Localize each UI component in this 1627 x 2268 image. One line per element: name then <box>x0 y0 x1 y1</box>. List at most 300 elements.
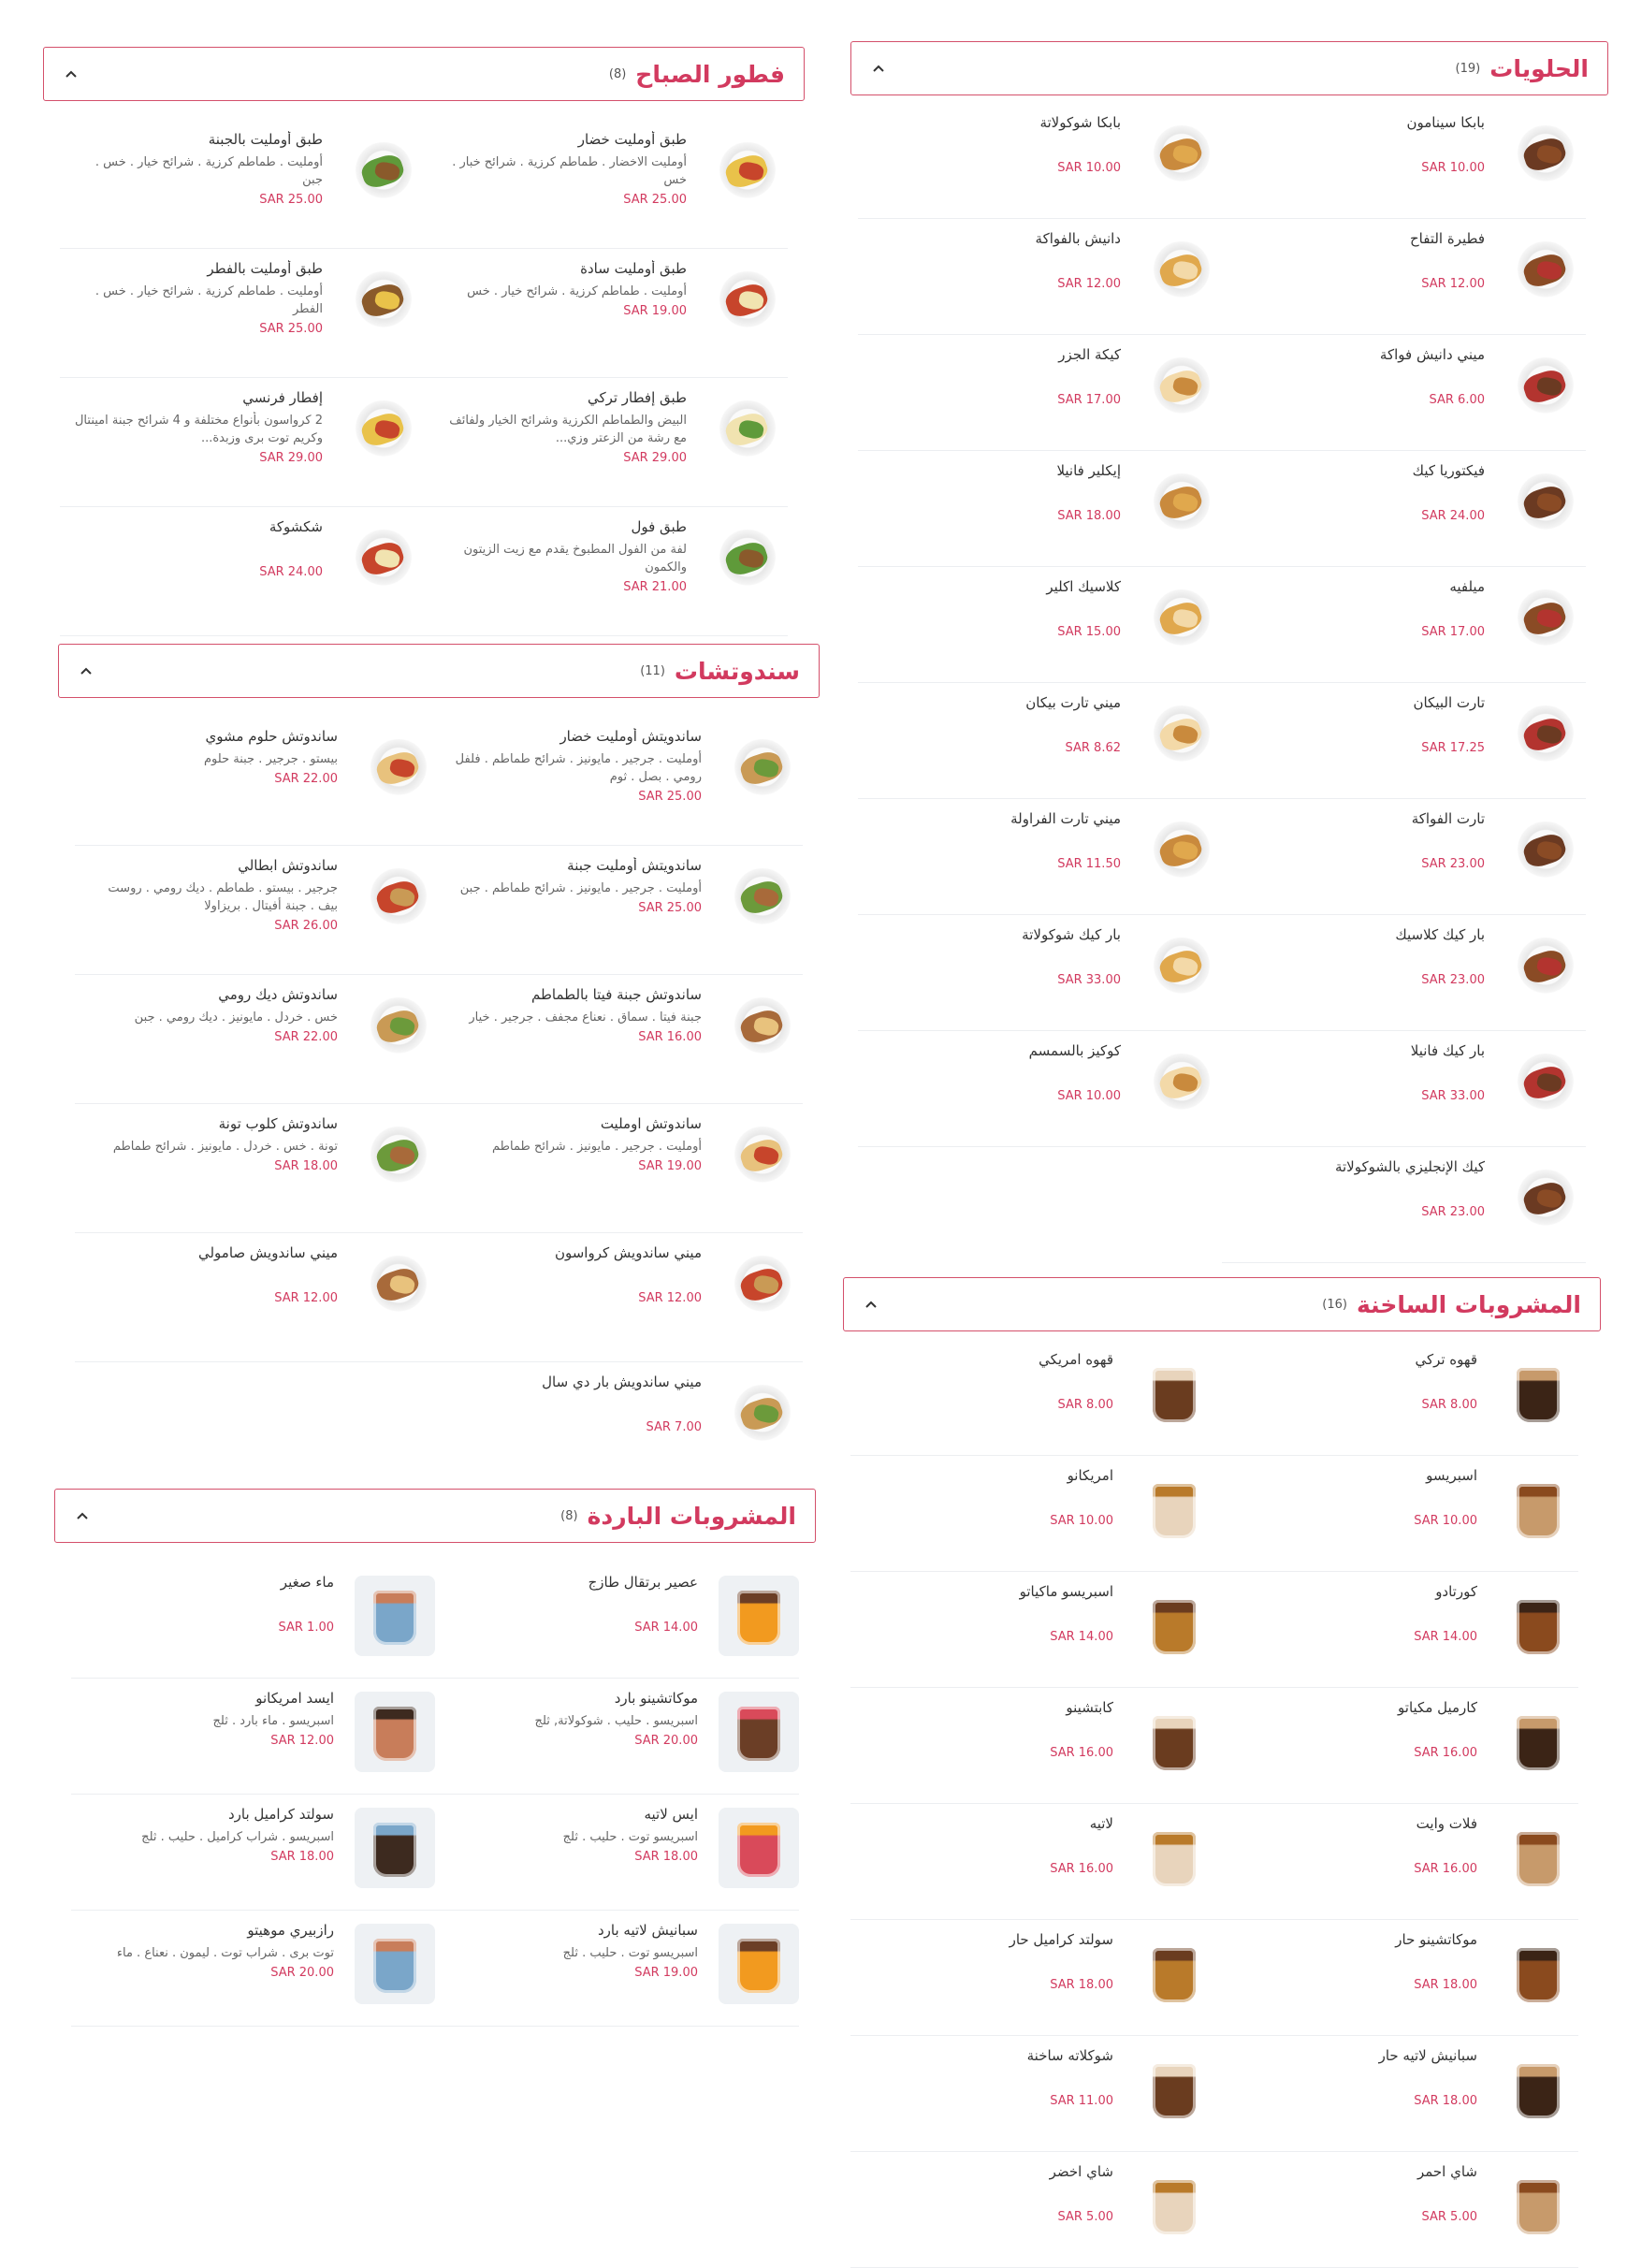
item-name: اسبريسو ماكياتو <box>1019 1583 1113 1600</box>
item-name: سولتد كراميل حار <box>1009 1931 1113 1948</box>
menu-item[interactable] <box>858 335 1222 451</box>
menu-item[interactable] <box>858 1031 1222 1147</box>
section-header-desserts[interactable] <box>850 41 1608 95</box>
item-image[interactable] <box>1505 812 1586 893</box>
menu-item[interactable] <box>439 1362 803 1491</box>
item-text <box>1214 1467 1477 1528</box>
item-image[interactable] <box>358 730 439 810</box>
item-text <box>1222 1042 1485 1103</box>
item-name: دانيش بالفواكة <box>1035 230 1121 247</box>
item-price: SAR 7.00 <box>646 1420 702 1434</box>
item-description: جرجير . بيستو . طماطم . ديك رومي . روست بيف . جبنة أفيتال . بريزاولا <box>108 881 338 913</box>
item-price: SAR 12.00 <box>270 1734 334 1748</box>
item-image[interactable] <box>1505 928 1586 1009</box>
section-count: (8) <box>560 1508 578 1523</box>
item-description: تونة . خس . خردل . مايونيز . شرائح طماطم <box>112 1140 338 1154</box>
food-image <box>347 400 420 462</box>
item-price: SAR 12.00 <box>1421 277 1485 291</box>
menu-item[interactable] <box>1222 335 1586 451</box>
item-name: سولتد كراميل بارد <box>228 1806 334 1823</box>
item-image[interactable] <box>358 1246 439 1327</box>
menu-item[interactable] <box>850 1572 1214 1688</box>
item-image[interactable] <box>1134 1933 1214 2014</box>
item-price: SAR 1.00 <box>278 1621 334 1635</box>
item-image[interactable] <box>1134 1469 1214 1549</box>
item-price: SAR 17.25 <box>1421 741 1485 755</box>
item-text <box>435 1922 698 1980</box>
food-image <box>711 271 784 333</box>
item-description: اسبريسو توت . حليب . ثلج <box>562 1946 698 1960</box>
item-name: كوكيز بالسمسم <box>1028 1042 1121 1059</box>
item-text <box>1222 230 1485 291</box>
food-image <box>1509 1054 1582 1115</box>
food-image <box>1509 938 1582 999</box>
drink-image <box>1147 1942 1201 2004</box>
item-image[interactable] <box>1134 2165 1214 2246</box>
menu-item[interactable] <box>435 1911 799 2027</box>
section-title: سندوتشات <box>674 657 800 685</box>
menu-item[interactable] <box>850 1340 1214 1456</box>
item-name: فطيرة التفاح <box>1409 230 1485 247</box>
item-price: SAR 25.00 <box>638 790 702 804</box>
menu-item[interactable] <box>850 1456 1214 1572</box>
item-name: ساندوتش اومليت <box>600 1115 702 1132</box>
item-name: امريكانو <box>1067 1467 1113 1484</box>
item-image[interactable] <box>1498 1817 1578 1897</box>
item-name: تارت البيكان <box>1413 694 1485 711</box>
item-text <box>850 1815 1113 1876</box>
item-price: SAR 10.00 <box>1414 1514 1477 1528</box>
item-price: SAR 5.00 <box>1421 2210 1477 2224</box>
item-name: ساندوتش جبنة فيتا بالطماطم <box>531 986 702 1003</box>
menu-item[interactable] <box>1214 1688 1578 1804</box>
menu-item[interactable] <box>60 378 424 507</box>
item-name: ساندوتش ديك رومي <box>218 986 338 1003</box>
item-price: SAR 33.00 <box>1421 1089 1485 1103</box>
item-price: SAR 25.00 <box>259 193 323 207</box>
item-name: اسبريسو <box>1426 1467 1477 1484</box>
drink-image <box>1147 1826 1201 1888</box>
menu-item[interactable] <box>60 507 424 636</box>
item-text <box>850 1931 1113 1992</box>
menu-item[interactable] <box>60 120 424 249</box>
item-price: SAR 18.00 <box>1050 1978 1113 1992</box>
item-description: خس . خردل . مايونيز . ديك رومي . جبن <box>134 1010 338 1025</box>
item-name: سبانيش لاتيه بارد <box>598 1922 698 1939</box>
item-price: SAR 26.00 <box>274 919 338 933</box>
item-price: SAR 15.00 <box>1057 625 1121 639</box>
item-price: SAR 24.00 <box>259 565 323 579</box>
item-name: ساندوتش ابطالي <box>238 857 338 874</box>
item-image[interactable] <box>355 1576 435 1656</box>
section-count: (19) <box>1455 61 1481 76</box>
drink-image <box>1511 1826 1565 1888</box>
item-name: ميني ساندويش صامولي <box>197 1244 338 1261</box>
item-name: ميني ساندويش بار دي سال <box>542 1374 702 1390</box>
menu-item[interactable] <box>424 507 788 636</box>
item-text <box>1222 1158 1485 1219</box>
section-count: (11) <box>640 663 665 678</box>
menu-item[interactable] <box>858 799 1222 915</box>
item-name: إيكلير فانيلا <box>1056 462 1121 479</box>
item-name: عصير برتقال طازج <box>588 1574 698 1591</box>
item-name: ميني تارت الفراولة <box>1010 810 1121 827</box>
item-image[interactable] <box>1141 464 1222 545</box>
item-image[interactable] <box>1505 580 1586 661</box>
drink-image <box>732 1817 786 1879</box>
item-description: توت برى . شراب توت . ليمون . نعناع . ماء <box>116 1946 334 1960</box>
item-image[interactable] <box>1498 1701 1578 1781</box>
item-text <box>435 1690 698 1748</box>
item-price: SAR 25.00 <box>259 322 323 336</box>
menu-item[interactable] <box>75 1104 439 1233</box>
item-price: SAR 14.00 <box>1414 1630 1477 1644</box>
item-text <box>850 1351 1113 1412</box>
item-name: شوكلاته ساخنة <box>1026 2047 1113 2064</box>
food-image <box>1509 705 1582 767</box>
section-count: (16) <box>1322 1297 1347 1312</box>
food-image <box>1145 938 1218 999</box>
item-text <box>858 114 1121 175</box>
item-price: SAR 18.00 <box>1057 509 1121 523</box>
item-text <box>858 578 1121 639</box>
item-image[interactable] <box>1505 116 1586 196</box>
menu-item[interactable] <box>858 567 1222 683</box>
menu-item[interactable] <box>75 717 439 846</box>
item-name: بابكا شوكولاتة <box>1039 114 1121 131</box>
menu-item[interactable] <box>1214 1340 1578 1456</box>
drink-image <box>732 1933 786 1995</box>
item-price: SAR 20.00 <box>270 1966 334 1980</box>
item-image[interactable] <box>707 391 788 472</box>
item-name: موكاتشينو بارد <box>614 1690 698 1707</box>
menu-item[interactable] <box>60 249 424 378</box>
item-name: بار كيك شوكولاتة <box>1022 926 1121 943</box>
item-name: ميني تارت بيكان <box>1025 694 1121 711</box>
item-price: SAR 23.00 <box>1421 973 1485 987</box>
menu-item[interactable] <box>1222 219 1586 335</box>
chevron-up-icon[interactable] <box>872 62 885 75</box>
item-image[interactable] <box>719 1576 799 1656</box>
item-name: بار كيك فانيلا <box>1410 1042 1485 1059</box>
item-image[interactable] <box>1498 1469 1578 1549</box>
item-image[interactable] <box>358 859 439 939</box>
menu-item[interactable] <box>75 1233 439 1362</box>
item-text <box>60 518 323 579</box>
item-name: شاي اخضر <box>1049 2163 1113 2180</box>
item-description: اسبريسو توت . حليب . ثلج <box>562 1830 698 1844</box>
menu-item[interactable] <box>1222 451 1586 567</box>
item-price: SAR 16.00 <box>638 1030 702 1044</box>
item-price: SAR 22.00 <box>274 772 338 786</box>
food-image <box>711 400 784 462</box>
item-description: جبنة فيتا . سماق . نعناع مجفف . جرجير . خيار <box>469 1010 702 1025</box>
item-text <box>1214 2047 1477 2108</box>
item-price: SAR 21.00 <box>623 580 687 594</box>
menu-item[interactable] <box>439 846 803 975</box>
food-image <box>726 1127 799 1188</box>
item-price: SAR 23.00 <box>1421 857 1485 871</box>
item-image[interactable] <box>722 1117 803 1198</box>
item-name: سبانيش لاتيه حار <box>1378 2047 1477 2064</box>
item-image[interactable] <box>343 133 424 213</box>
item-price: SAR 14.00 <box>1050 1630 1113 1644</box>
section-header-sandwiches[interactable] <box>58 644 820 698</box>
menu-item[interactable] <box>439 717 803 846</box>
item-image[interactable] <box>1134 1353 1214 1433</box>
item-name: شكشوكة <box>269 518 323 535</box>
item-price: SAR 18.00 <box>274 1159 338 1173</box>
item-name: شاي احمر <box>1416 2163 1477 2180</box>
item-price: SAR 8.62 <box>1065 741 1121 755</box>
menu-item[interactable] <box>435 1563 799 1679</box>
drink-image <box>1147 1710 1201 1772</box>
item-image[interactable] <box>719 1924 799 2004</box>
item-text <box>71 1806 334 1864</box>
drink-image <box>732 1701 786 1763</box>
item-image[interactable] <box>707 133 788 213</box>
item-image[interactable] <box>1134 1701 1214 1781</box>
food-image <box>362 868 435 930</box>
item-image[interactable] <box>1505 348 1586 429</box>
item-text <box>1222 810 1485 871</box>
item-price: SAR 11.50 <box>1057 857 1121 871</box>
food-image <box>362 997 435 1059</box>
desserts-list <box>858 103 1586 1263</box>
item-image[interactable] <box>355 1808 435 1888</box>
item-image[interactable] <box>722 988 803 1069</box>
item-image[interactable] <box>1498 2165 1578 2246</box>
item-image[interactable] <box>1498 1353 1578 1433</box>
menu-item[interactable] <box>424 120 788 249</box>
item-name: تارت الفواكة <box>1411 810 1485 827</box>
item-image[interactable] <box>1141 232 1222 313</box>
item-image[interactable] <box>1141 812 1222 893</box>
item-text <box>1222 114 1485 175</box>
item-name: كارميل مكياتو <box>1398 1699 1477 1716</box>
item-text <box>1214 1583 1477 1644</box>
menu-item[interactable] <box>75 846 439 975</box>
item-text <box>439 857 702 915</box>
item-text <box>424 518 687 594</box>
item-image[interactable] <box>722 1375 803 1456</box>
menu-item[interactable] <box>858 103 1222 219</box>
item-text <box>850 1467 1113 1528</box>
item-image[interactable] <box>1141 928 1222 1009</box>
drink-image <box>368 1585 422 1647</box>
item-image[interactable] <box>343 262 424 342</box>
item-image[interactable] <box>358 1117 439 1198</box>
item-image[interactable] <box>722 730 803 810</box>
item-price: SAR 24.00 <box>1421 509 1485 523</box>
item-image[interactable] <box>355 1692 435 1772</box>
item-price: SAR 6.00 <box>1429 393 1485 407</box>
menu-item[interactable] <box>75 975 439 1104</box>
item-image[interactable] <box>1134 1585 1214 1665</box>
drink-image <box>368 1933 422 1995</box>
chevron-up-icon[interactable] <box>65 67 78 80</box>
drink-image <box>1147 1594 1201 1656</box>
menu-item[interactable] <box>1214 2152 1578 2268</box>
item-image[interactable] <box>343 391 424 472</box>
menu-item[interactable] <box>1222 1147 1586 1263</box>
menu-item[interactable] <box>1222 103 1586 219</box>
item-image[interactable] <box>1498 1585 1578 1665</box>
menu-item[interactable] <box>1222 915 1586 1031</box>
item-image[interactable] <box>722 859 803 939</box>
item-description: بيستو . جرجير . جبنة حلوم <box>204 752 338 766</box>
section-cold-drinks <box>54 1489 816 1543</box>
item-text <box>424 260 687 318</box>
item-image[interactable] <box>719 1692 799 1772</box>
menu-item[interactable] <box>71 1795 435 1911</box>
item-image[interactable] <box>355 1924 435 2004</box>
item-image[interactable] <box>1141 580 1222 661</box>
menu-item[interactable] <box>1222 567 1586 683</box>
item-image[interactable] <box>1134 1817 1214 1897</box>
item-name: ايسد امريكانو <box>255 1690 334 1707</box>
section-header-breakfast[interactable] <box>43 47 805 101</box>
item-image[interactable] <box>722 1246 803 1327</box>
menu-item[interactable] <box>1214 1804 1578 1920</box>
menu-item[interactable] <box>850 1804 1214 1920</box>
item-text <box>71 1922 334 1980</box>
item-image[interactable] <box>1498 1933 1578 2014</box>
item-price: SAR 19.00 <box>638 1159 702 1173</box>
chevron-up-icon[interactable] <box>864 1298 878 1311</box>
menu-item[interactable] <box>1214 1920 1578 2036</box>
food-image <box>726 997 799 1059</box>
item-description: البيض والطماطم الكرزية وشرائح الخيار ولفائف مع رشة من الزعتر وزي... <box>449 414 687 445</box>
item-price: SAR 8.00 <box>1421 1398 1477 1412</box>
section-count: (8) <box>608 66 627 81</box>
item-name: كيكة الجزر <box>1058 346 1121 363</box>
food-image <box>347 271 420 333</box>
menu-item[interactable] <box>858 451 1222 567</box>
menu-item[interactable] <box>71 1911 435 2027</box>
food-image <box>1145 821 1218 883</box>
chevron-up-icon[interactable] <box>76 1509 89 1522</box>
item-text <box>1214 2163 1477 2224</box>
item-image[interactable] <box>719 1808 799 1888</box>
item-text <box>1222 462 1485 523</box>
item-image[interactable] <box>1141 1044 1222 1125</box>
menu-item[interactable] <box>850 2036 1214 2152</box>
menu-item[interactable] <box>1214 2036 1578 2152</box>
item-price: SAR 22.00 <box>274 1030 338 1044</box>
item-image[interactable] <box>1505 1044 1586 1125</box>
item-name: طبق فول <box>631 518 687 535</box>
item-price: SAR 29.00 <box>259 451 323 465</box>
item-name: طبق أومليت سادة <box>580 260 687 277</box>
drink-image <box>1147 1478 1201 1540</box>
item-price: SAR 16.00 <box>1050 1862 1113 1876</box>
menu-item[interactable] <box>435 1679 799 1795</box>
menu-item[interactable] <box>439 1104 803 1233</box>
item-image[interactable] <box>343 520 424 601</box>
section-header-cold-drinks[interactable] <box>54 1489 816 1543</box>
menu-item[interactable] <box>858 915 1222 1031</box>
menu-item[interactable] <box>850 1920 1214 2036</box>
menu-item[interactable] <box>1222 799 1586 915</box>
food-image <box>1145 473 1218 535</box>
food-image <box>711 530 784 591</box>
menu-item[interactable] <box>1222 1031 1586 1147</box>
item-image[interactable] <box>707 262 788 342</box>
item-image[interactable] <box>707 520 788 601</box>
item-image[interactable] <box>1141 696 1222 777</box>
menu-item[interactable] <box>71 1563 435 1679</box>
drink-image <box>1147 1362 1201 1424</box>
section-header-hot-drinks[interactable] <box>843 1277 1601 1331</box>
menu-item[interactable] <box>858 219 1222 335</box>
menu-item[interactable] <box>1222 683 1586 799</box>
menu-item[interactable] <box>71 1679 435 1795</box>
item-name: فلات وايت <box>1416 1815 1477 1832</box>
item-price: SAR 17.00 <box>1057 393 1121 407</box>
item-price: SAR 10.00 <box>1057 1089 1121 1103</box>
item-image[interactable] <box>1498 2049 1578 2130</box>
item-description: أومليت الاخضار . طماطم كرزية . شرائح خبار . خس <box>452 155 687 187</box>
menu-item[interactable] <box>858 683 1222 799</box>
item-image[interactable] <box>358 988 439 1069</box>
menu-item[interactable] <box>1214 1456 1578 1572</box>
food-image <box>1145 705 1218 767</box>
item-image[interactable] <box>1134 2049 1214 2130</box>
drink-image <box>1511 1362 1565 1424</box>
menu-item[interactable] <box>850 1688 1214 1804</box>
section-title: الحلويات <box>1489 54 1589 82</box>
item-text <box>858 1042 1121 1103</box>
item-text <box>850 2163 1113 2224</box>
item-image[interactable] <box>1505 1160 1586 1241</box>
item-name: ميلفيه <box>1449 578 1485 595</box>
item-image[interactable] <box>1505 232 1586 313</box>
item-image[interactable] <box>1141 348 1222 429</box>
item-text <box>858 230 1121 291</box>
menu-item[interactable] <box>424 378 788 507</box>
item-price: SAR 17.00 <box>1421 625 1485 639</box>
food-image <box>1509 125 1582 187</box>
item-name: كلاسيك اكلير <box>1046 578 1121 595</box>
item-text <box>435 1806 698 1864</box>
menu-item[interactable] <box>1214 1572 1578 1688</box>
item-description: اسبريسو . ماء بارد . ثلج <box>212 1714 334 1728</box>
item-name: كابتشينو <box>1066 1699 1113 1716</box>
food-image <box>1145 125 1218 187</box>
item-text <box>1222 578 1485 639</box>
item-text <box>424 131 687 207</box>
item-description: أومليت . جرجير . مايونيز . شرائح طماطم . فلفل رومي . بصل . ثوم <box>455 752 702 784</box>
section-sandwiches <box>58 644 820 698</box>
item-image[interactable] <box>1505 696 1586 777</box>
item-description: 2 كرواسون بأنواع مختلفة و 4 شرائح جبنة امينتال وكريم توت برى وزبدة... <box>74 414 323 445</box>
menu-item[interactable] <box>850 2152 1214 2268</box>
item-name: طبق أومليت بالفطر <box>207 260 323 277</box>
item-price: SAR 5.00 <box>1057 2210 1113 2224</box>
item-image[interactable] <box>1505 464 1586 545</box>
item-name: ساندوتش كلوب تونة <box>218 1115 338 1132</box>
menu-item[interactable] <box>439 1233 803 1362</box>
item-price: SAR 10.00 <box>1050 1514 1113 1528</box>
chevron-up-icon[interactable] <box>80 664 93 677</box>
item-text <box>439 1115 702 1173</box>
menu-item[interactable] <box>435 1795 799 1911</box>
menu-item[interactable] <box>439 975 803 1104</box>
item-price: SAR 25.00 <box>623 193 687 207</box>
item-image[interactable] <box>1141 116 1222 196</box>
menu-item[interactable] <box>424 249 788 378</box>
